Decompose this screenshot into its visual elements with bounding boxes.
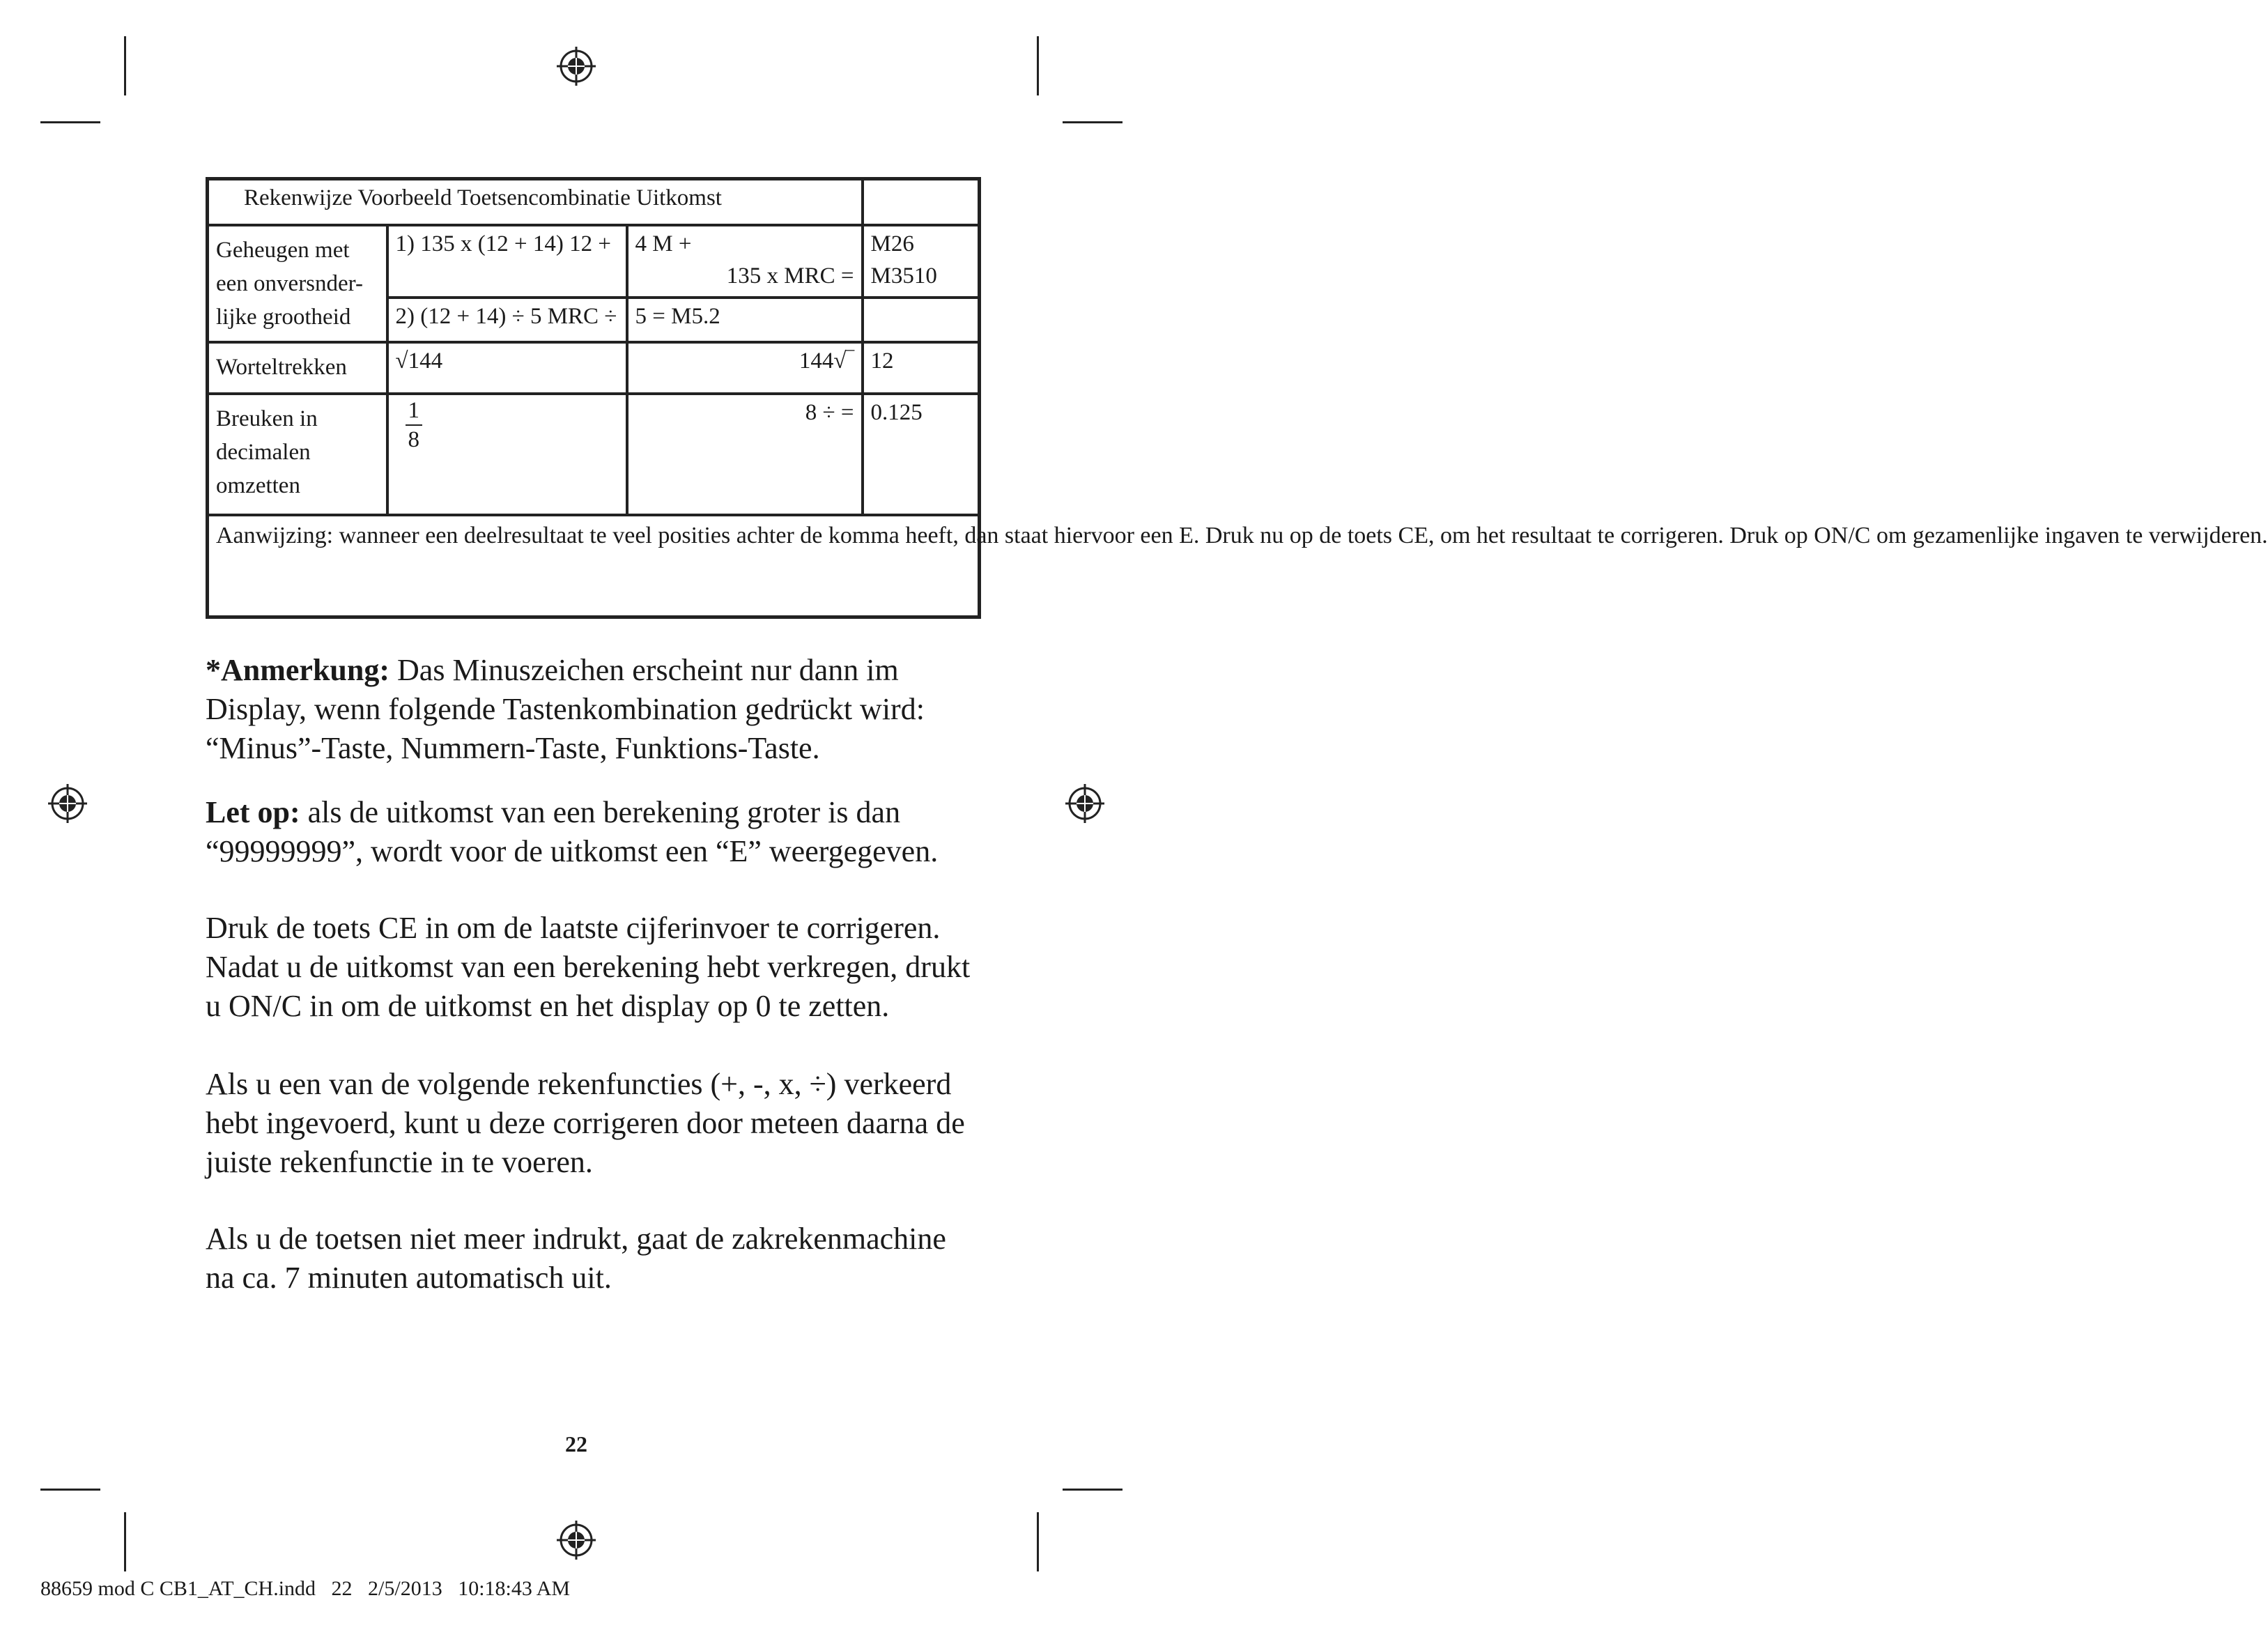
registration-mark-icon <box>47 783 88 824</box>
table-header-row <box>208 179 980 226</box>
row-label-memory: Geheugen met een onversnder-lijke grootheid <box>208 225 387 342</box>
crop-mark <box>1063 1489 1123 1491</box>
page-number: 22 <box>565 1431 587 1456</box>
fraction-denominator: 8 <box>408 427 419 452</box>
keys-cell: 144√‾ <box>627 342 863 394</box>
example-cell <box>387 394 627 515</box>
result-cell <box>863 298 980 342</box>
anmerkung-label: *Anmerkung: <box>206 653 390 687</box>
calculation-examples-table <box>206 177 2268 619</box>
crop-mark <box>1037 1512 1039 1571</box>
result-cell: 12 <box>863 342 980 394</box>
autooff-paragraph: Als u de toetsen niet meer indrukt, gaat de zakrekenmachine na ca. 7 minuten automatisch uit. <box>206 1222 946 1295</box>
row-label-sqrt: Worteltrekken <box>208 342 387 394</box>
registration-mark-icon <box>1064 783 1106 824</box>
crop-mark <box>124 1512 126 1571</box>
anmerkung-paragraph <box>206 651 978 768</box>
table-row <box>208 394 980 515</box>
result-cell <box>863 225 980 298</box>
example-cell: 1) 135 x (12 + 14) 12 + <box>387 225 627 298</box>
functions-paragraph: Als u een van de volgende rekenfuncties (+, -, x, ÷) verkeerd hebt ingevoerd, kunt u deze corrigeren door meteen daarna de juiste rekenfunctie in te voeren. <box>206 1067 965 1179</box>
keys-cell: 5 = M5.2 <box>627 298 863 342</box>
table-header-cell: Rekenwijze Voorbeeld Toetsencombinatie Uitkomst <box>208 179 863 226</box>
keys-cell: 8 ÷ = <box>627 394 863 515</box>
keys-line: 4 M + <box>635 231 692 256</box>
keys-line: 135 x MRC = <box>726 263 854 289</box>
result-line: M26 <box>870 231 914 256</box>
crop-mark <box>124 36 126 95</box>
table-row <box>208 342 980 394</box>
ce-paragraph: Druk de toets CE in om de laatste cijferinvoer te corrigeren. Nadat u de uitkomst van een berekening hebt verkregen, drukt u ON/C in om de uitkomst en het display op 0 te zetten. <box>206 911 971 1023</box>
table-note-row <box>208 515 980 617</box>
registration-mark-icon <box>555 1519 597 1561</box>
crop-mark <box>1063 121 1123 123</box>
crop-mark <box>40 121 100 123</box>
table-row <box>208 225 980 298</box>
page-content <box>206 177 2268 1298</box>
registration-mark-icon <box>555 45 597 87</box>
crop-mark <box>40 1489 100 1491</box>
letop-text: als de uitkomst van een berekening groter is dan “99999999”, wordt voor de uitkomst een “E” weergegeven. <box>206 795 939 868</box>
letop-paragraph <box>206 793 978 871</box>
table-note: Aanwijzing: wanneer een deelresultaat te veel posities achter de komma heeft, dan staat hiervoor een E. Druk nu op de toets CE, om het resultaat te corrigeren. Druk op ON/C om gezamenlijke ingaven te verwijderen. <box>208 515 980 617</box>
print-slug: 88659 mod C CB1_AT_CH.indd 22 2/5/2013 10:18:43 AM <box>40 1577 571 1600</box>
example-cell: √144 <box>387 342 627 394</box>
row-label-fraction: Breuken in decimalen omzetten <box>208 394 387 515</box>
result-cell: 0.125 <box>863 394 980 515</box>
fraction-numerator: 1 <box>406 397 423 426</box>
keys-cell <box>627 225 863 298</box>
example-cell: 2) (12 + 14) ÷ 5 MRC ÷ <box>387 298 627 342</box>
letop-label: Let op: <box>206 795 300 829</box>
anmerkung-text: Das Minuszeichen erscheint nur dann im Display, wenn folgende Tastenkombination gedrückt wird: “Minus”-Taste, Nummern-Taste, Funktions-Taste. <box>206 653 925 765</box>
result-line: M3510 <box>870 263 937 289</box>
crop-mark <box>1037 36 1039 95</box>
table-header-cell-empty <box>863 179 980 226</box>
fraction <box>406 397 423 454</box>
